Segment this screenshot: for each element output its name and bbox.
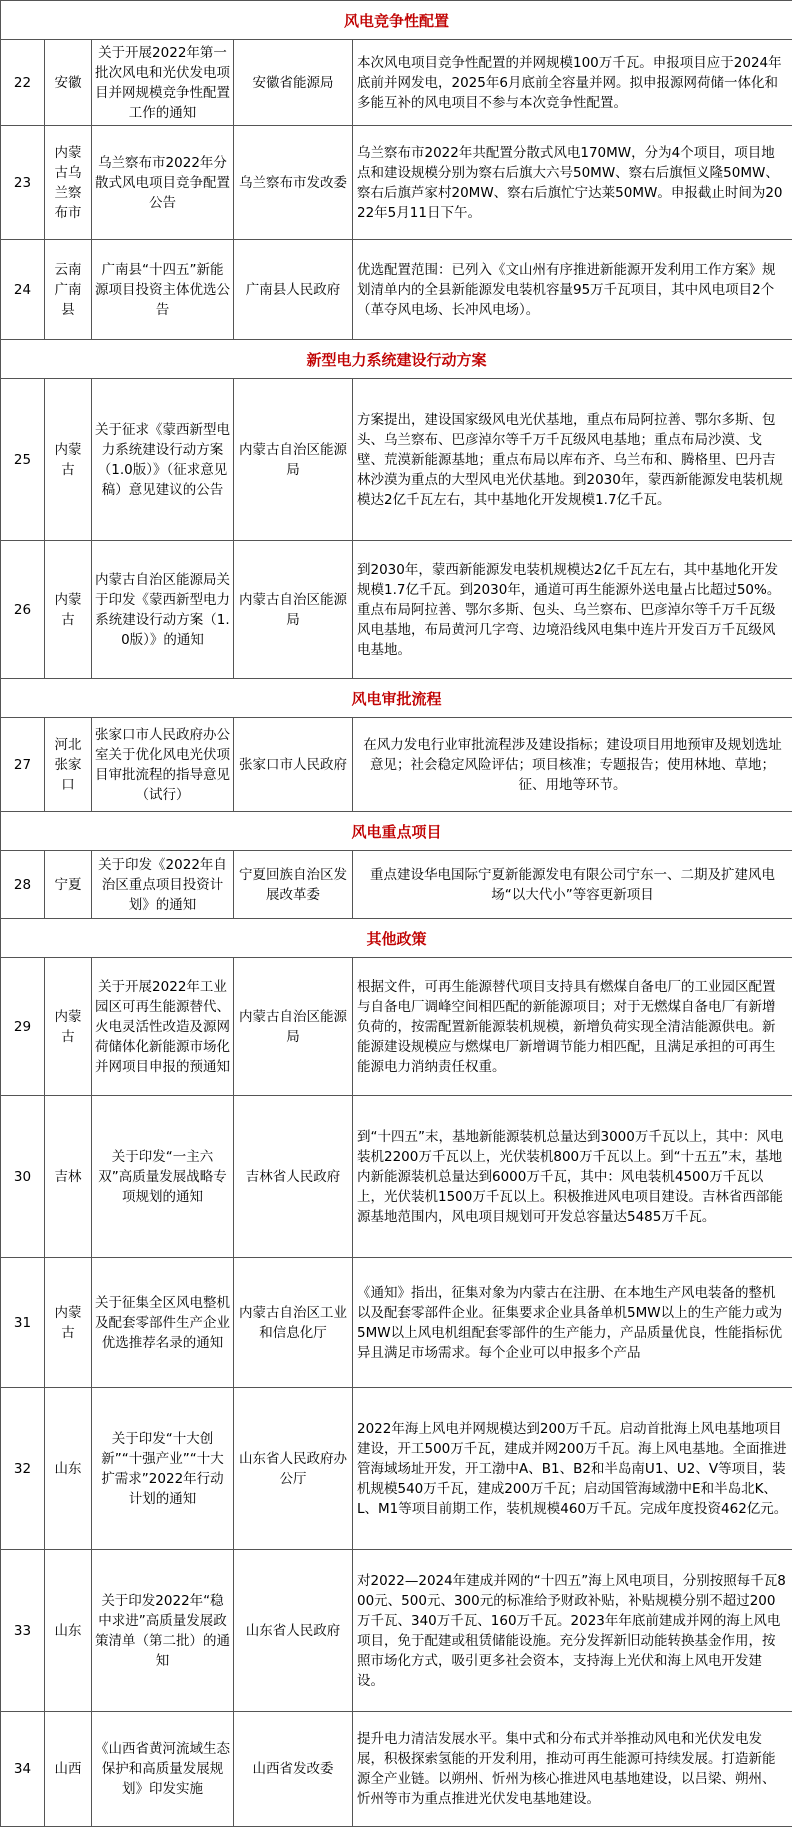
row-agency: 吉林省人民政府 bbox=[234, 1096, 353, 1258]
row-number: 27 bbox=[1, 718, 45, 812]
row-document-title: 关于征集全区风电整机及配套零部件生产企业优选推荐名录的通知 bbox=[92, 1258, 234, 1388]
row-number: 32 bbox=[1, 1388, 45, 1550]
row-region: 内蒙古乌兰察布市 bbox=[45, 126, 92, 240]
section-title: 新型电力系统建设行动方案 bbox=[1, 340, 792, 379]
row-number: 23 bbox=[1, 126, 45, 240]
row-number: 26 bbox=[1, 541, 45, 679]
table-row bbox=[1, 958, 792, 1096]
row-agency: 内蒙古自治区能源局 bbox=[234, 379, 353, 541]
row-document-title: 关于印发“十大创新”“十强产业”“十大扩需求”2022年行动计划的通知 bbox=[92, 1388, 234, 1550]
row-number: 29 bbox=[1, 958, 45, 1096]
row-agency: 张家口市人民政府 bbox=[234, 718, 353, 812]
row-content: 提升电力清洁发展水平。集中式和分布式并举推动风电和光伏发电发展，积极探索氢能的开发利用，推动可再生能源可持续发展。打造新能源全产业链。以朔州、忻州为核心推进风电基地建设，以吕梁、朔州、忻州等市为重点推进光伏发电基地建设。 bbox=[353, 1712, 792, 1827]
row-region: 河北张家口 bbox=[45, 718, 92, 812]
table-row bbox=[1, 1712, 792, 1827]
row-document-title: 《山西省黄河流域生态保护和高质量发展规划》印发实施 bbox=[92, 1712, 234, 1827]
section-header bbox=[1, 679, 792, 718]
row-content: 本次风电项目竞争性配置的并网规模100万千瓦。申报项目应于2024年底前并网发电，2025年6月底前全容量并网。拟申报源网荷储一体化和多能互补的风电项目不参与本次竞争性配置。 bbox=[353, 40, 792, 126]
section-title: 其他政策 bbox=[1, 919, 792, 958]
row-agency: 山东省人民政府 bbox=[234, 1550, 353, 1712]
row-agency: 安徽省能源局 bbox=[234, 40, 353, 126]
table-row bbox=[1, 1096, 792, 1258]
row-number: 25 bbox=[1, 379, 45, 541]
table-row bbox=[1, 1388, 792, 1550]
row-agency: 内蒙古自治区能源局 bbox=[234, 958, 353, 1096]
row-agency: 山西省发改委 bbox=[234, 1712, 353, 1827]
row-document-title: 乌兰察布市2022年分散式风电项目竞争配置公告 bbox=[92, 126, 234, 240]
row-document-title: 关于印发《2022年自治区重点项目投资计划》的通知 bbox=[92, 851, 234, 919]
row-document-title: 张家口市人民政府办公室关于优化风电光伏项目审批流程的指导意见（试行） bbox=[92, 718, 234, 812]
row-content: 方案提出，建设国家级风电光伏基地，重点布局阿拉善、鄂尔多斯、包头、乌兰察布、巴彦淖尔等千万千瓦级风电基地；重点布局沙漠、戈壁、荒漠新能源基地；重点布局以库布齐、乌兰布和、腾格里、巴丹吉林沙漠为重点的大型风电光伏基地。到2030年，蒙西新能源发电装机规模达2亿千瓦左右，其中基地化开发规模1.7亿千瓦。 bbox=[353, 379, 792, 541]
row-content: 《通知》指出，征集对象为内蒙古在注册、在本地生产风电装备的整机以及配套零部件企业。征集要求企业具备单机5MW以上的生产能力或为5MW以上风电机组配套零部件的生产能力，产品质量优良，性能指标优异且满足市场需求。每个企业可以申报多个产品 bbox=[353, 1258, 792, 1388]
row-document-title: 关于开展2022年第一批次风电和光伏发电项目并网规模竞争性配置工作的通知 bbox=[92, 40, 234, 126]
table-row bbox=[1, 240, 792, 340]
section-title: 风电竞争性配置 bbox=[1, 1, 792, 40]
row-content: 到2030年，蒙西新能源发电装机规模达2亿千瓦左右，其中基地化开发规模1.7亿千瓦。到2030年，通道可再生能源外送电量占比超过50%。重点布局阿拉善、鄂尔多斯、包头、乌兰察布、巴彦淖尔等千万千瓦级风电基地，布局黄河几字弯、边境沿线风电集中连片开发百万千瓦级风电基地。 bbox=[353, 541, 792, 679]
row-agency: 乌兰察布市发改委 bbox=[234, 126, 353, 240]
row-agency: 内蒙古自治区工业和信息化厅 bbox=[234, 1258, 353, 1388]
row-region: 宁夏 bbox=[45, 851, 92, 919]
row-region: 安徽 bbox=[45, 40, 92, 126]
section-header bbox=[1, 812, 792, 851]
table-row bbox=[1, 851, 792, 919]
table-row bbox=[1, 379, 792, 541]
row-content: 在风力发电行业审批流程涉及建设指标；建设项目用地预审及规划选址意见；社会稳定风险评估；项目核准；专题报告；使用林地、草地；征、用地等环节。 bbox=[353, 718, 792, 812]
row-region: 山西 bbox=[45, 1712, 92, 1827]
row-number: 31 bbox=[1, 1258, 45, 1388]
table-row bbox=[1, 126, 792, 240]
row-number: 22 bbox=[1, 40, 45, 126]
section-header bbox=[1, 919, 792, 958]
row-number: 24 bbox=[1, 240, 45, 340]
section-header bbox=[1, 1, 792, 40]
row-content: 2022年海上风电并网规模达到200万千瓦。启动首批海上风电基地项目建设，开工500万千瓦，建成并网200万千瓦。海上风电基地。全面推进管海域场址开发，开工渤中A、B1、B2和半岛南U1、U2、V等项目，装机规模540万千瓦，建成200万千瓦；启动国管海域渤中E和半岛北K、L、M1等项目前期工作，装机规模460万千瓦。完成年度投资462亿元。 bbox=[353, 1388, 792, 1550]
row-content: 乌兰察布市2022年共配置分散式风电170MW，分为4个项目，项目地点和建设规模分别为察右后旗大六号50MW、察右后旗恒义隆50MW、察右后旗芦家村20MW、察右后旗忙宁达莱50MW。申报截止时间为2022年5月11日下午。 bbox=[353, 126, 792, 240]
row-content: 优选配置范围：已列入《文山州有序推进新能源开发利用工作方案》规划清单内的全县新能源发电装机容量95万千瓦项目，其中风电项目2个（革夺风电场、长冲风电场）。 bbox=[353, 240, 792, 340]
row-content: 根据文件，可再生能源替代项目支持具有燃煤自备电厂的工业园区配置与自备电厂调峰空间相匹配的新能源项目；对于无燃煤自备电厂有新增负荷的，按需配置新能源装机规模，新增负荷实现全清洁能源供电。新能源建设规模应与燃煤电厂新增调节能力相匹配，且满足承担的可再生能源电力消纳责任权重。 bbox=[353, 958, 792, 1096]
row-region: 云南广南县 bbox=[45, 240, 92, 340]
row-document-title: 关于印发“一主六双”高质量发展战略专项规划的通知 bbox=[92, 1096, 234, 1258]
row-region: 内蒙古 bbox=[45, 958, 92, 1096]
row-region: 山东 bbox=[45, 1550, 92, 1712]
row-region: 山东 bbox=[45, 1388, 92, 1550]
row-content: 重点建设华电国际宁夏新能源发电有限公司宁东一、二期及扩建风电场“以大代小”等容更新项目 bbox=[353, 851, 792, 919]
row-agency: 山东省人民政府办公厅 bbox=[234, 1388, 353, 1550]
table-row bbox=[1, 718, 792, 812]
section-title: 风电重点项目 bbox=[1, 812, 792, 851]
row-number: 34 bbox=[1, 1712, 45, 1827]
row-number: 28 bbox=[1, 851, 45, 919]
row-document-title: 广南县“十四五”新能源项目投资主体优选公告 bbox=[92, 240, 234, 340]
row-document-title: 关于印发2022年“稳中求进”高质量发展政策清单（第二批）的通知 bbox=[92, 1550, 234, 1712]
section-header bbox=[1, 340, 792, 379]
row-agency: 宁夏回族自治区发展改革委 bbox=[234, 851, 353, 919]
row-agency: 内蒙古自治区能源局 bbox=[234, 541, 353, 679]
row-content: 到“十四五”末，基地新能源装机总量达到3000万千瓦以上，其中：风电装机2200万千瓦以上，光伏装机800万千瓦以上。到“十五五”末，基地内新能源装机总量达到6000万千瓦，其中：风电装机4500万千瓦以上，光伏装机1500万千瓦以上。积极推进风电项目建设。吉林省西部能源基地范围内，风电项目规划可开发总容量达5485万千瓦。 bbox=[353, 1096, 792, 1258]
row-document-title: 内蒙古自治区能源局关于印发《蒙西新型电力系统建设行动方案（1.0版）》的通知 bbox=[92, 541, 234, 679]
row-number: 33 bbox=[1, 1550, 45, 1712]
table-row bbox=[1, 541, 792, 679]
row-region: 吉林 bbox=[45, 1096, 92, 1258]
row-region: 内蒙古 bbox=[45, 1258, 92, 1388]
row-document-title: 关于开展2022年工业园区可再生能源替代、火电灵活性改造及源网荷储体化新能源市场化并网项目申报的预通知 bbox=[92, 958, 234, 1096]
row-region: 内蒙古 bbox=[45, 541, 92, 679]
row-number: 30 bbox=[1, 1096, 45, 1258]
row-content: 对2022—2024年建成并网的“十四五”海上风电项目，分别按照每千瓦800元、500元、300元的标准给予财政补贴，补贴规模分别不超过200万千瓦、340万千瓦、160万千瓦。2023年年底前建成并网的海上风电项目，免于配建或租赁储能设施。充分发挥新旧动能转换基金作用，按照市场化方式，吸引更多社会资本，支持海上光伏和海上风电开发建设。 bbox=[353, 1550, 792, 1712]
row-region: 内蒙古 bbox=[45, 379, 92, 541]
row-document-title: 关于征求《蒙西新型电力系统建设行动方案（1.0版）》（征求意见稿）意见建议的公告 bbox=[92, 379, 234, 541]
section-title: 风电审批流程 bbox=[1, 679, 792, 718]
row-agency: 广南县人民政府 bbox=[234, 240, 353, 340]
table-row bbox=[1, 1550, 792, 1712]
table-row bbox=[1, 1258, 792, 1388]
table-row bbox=[1, 40, 792, 126]
